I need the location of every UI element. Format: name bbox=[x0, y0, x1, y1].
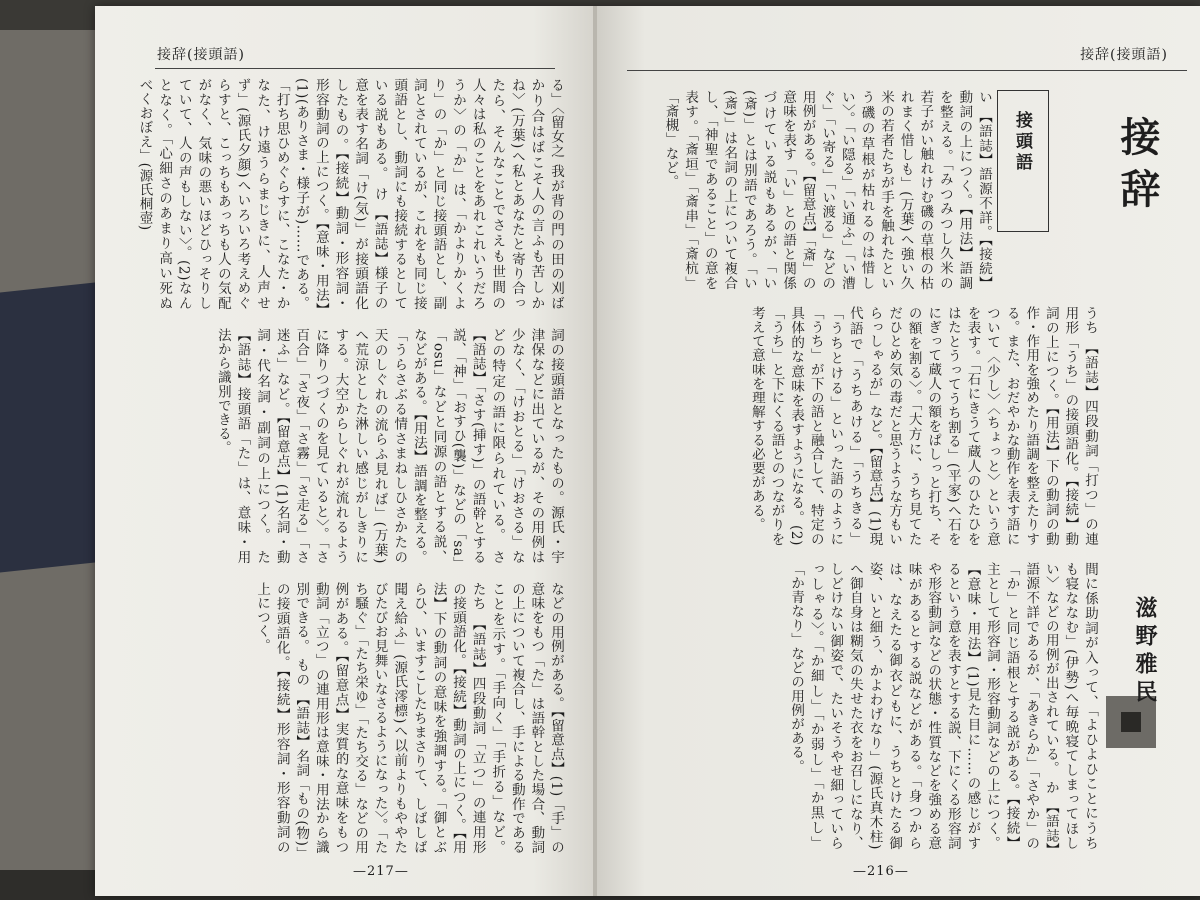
article-author: 滋野雅民 bbox=[1132, 596, 1157, 708]
right-running-head: 接辞(接頭語) bbox=[1080, 47, 1168, 63]
right-header-rule bbox=[627, 70, 1187, 71]
left-column-top-text: る」〈留女之 我が背の門の田の刈ばかり合はばこそ人の言ふも苦しかね〉(万葉)へ私とあなたと寄り合ったら、そんなことでさえも世間の人々は私のことをあれこれいうだろうか〉の「か」は、「かよりかくより」の「か」と同じ接頭語とし、副詞とされているが、これをも同じ接頭語とし、動詞にも接続するとしている説もある。 け 【語誌】様子の意を表す名詞「け(気)」が接頭語化したもの。【接続】動詞・形容詞・形容動詞の上につく。【意味・用法】(1)(ありさま・様子が)……である。「打ち思ひめぐらすに、こなた・かなた、け遠うらまじきに、人声せず」(源氏夕顔)へいろいろ考えめぐらすと、こっちもあっちも人の気配がなく、気味の悪いほどひっそりしていて、人の声もしない〉。(2)なんとなく。「心細さのあまり高い死ぬべくおぼえ」(源氏桐壺) bbox=[136, 78, 564, 310]
section-heading: 接頭語 bbox=[1012, 111, 1032, 174]
right-column-middle bbox=[693, 306, 1099, 546]
right-page-number: —216— bbox=[853, 864, 909, 879]
article-title: 接辞 bbox=[1114, 116, 1160, 220]
left-column-bottom-text: などの用例がある。【留意点】(1)「手」の意味をもつ「た」は語幹とした場合、動詞の上について複合し、手による動作であることを示す。「手向く」「手折る」など。 たち 【語誌】四段動詞「立つ」の連用形の接頭語化。【接続】動詞の上につく。【用法】下の動詞の意味を強調する。「御とぶらひ、いますこしたちまさりて、しばしば聞え給ふ」(源氏澪標)へ以前よりもややたびたびお見舞いなさるようになった〉。「たち騒ぐ」「たち栄ゆ」「たち交る」などの用例がある。【留意点】実質的な意味をもつ動詞「立つ」の連用形は意味・用法から識別できる。 もの 【語誌】名詞「もの(物)」の接頭語化。【接続】形容詞・形容動詞の上につく。 bbox=[254, 582, 564, 854]
left-column-middle bbox=[135, 328, 565, 564]
right-column-top-text: い 【語誌】語源不詳。【接続】動詞の上につく。【用法】語調を整える。「みつみつし久米の若子がい触れけむ磯の草根の枯れまく惜しも」(万葉)へ強い久米の若者たちが手を触れたという磯の草根が枯れるのは惜しい〉。「い隠る」「い通ふ」「い漕ぐ」「い寄る」「い渡る」などの用例がある。【留意点】「斎」の意味を表す「い」との語と関係づけている説もあるが、「い(斎)」とは別語であろう。「い(斎)」は名詞の上について複合し、「神聖であること」の意を表す。「斎垣」「斎串」「斎杭」「斎槻」など。 bbox=[662, 90, 992, 290]
section-heading-box bbox=[997, 90, 1049, 232]
left-column-middle-text: 詞の接頭語となったもの。源氏・宇津保などに出ているが、その用例は少なく、「けおとる」「けおさる」などの特定の語に限られている。 さ 【語誌】「さす(挿す)」の語幹とする説、「神」「おすひ(襲)」などの「sa」「osu」などと同源の語とする説、などがある。【用法】語調を整える。「うらさぶる情さまねしひさかたの天のしぐれの流らふ見れば」(万葉)へ荒涼とした淋しい感じがしきりにする。大空からしぐれが流れるように降りつづくのを見ていると〉。「さ百合」「さ夜」「さ霧」「さ走る」「さ迷ふ」など。【留意点】(1)名詞・動詞・代名詞・副詞の上につく。 た 【語誌】接頭語「た」は、意味・用法から識別できる。 bbox=[214, 328, 564, 564]
left-header-rule bbox=[155, 68, 555, 69]
left-page bbox=[95, 6, 593, 896]
decorative-stamp-inner bbox=[1121, 712, 1141, 732]
left-running-head: 接辞(接頭語) bbox=[157, 47, 245, 63]
open-book bbox=[95, 6, 1200, 896]
right-column-bottom bbox=[693, 562, 1099, 850]
left-column-bottom bbox=[135, 582, 565, 854]
right-page bbox=[597, 6, 1200, 896]
right-column-bottom-text: 間に係助詞が入って、「よひよひことにうちも寝ななむ」(伊勢)へ毎晩寝てしまってほしい〉などの用例が出されている。 か 【語誌】語源不詳であるが、「あきらか」「さやか」の「か」と同じ語根とする説がある。【接続】主として形容詞・形容動詞などの上につく。【意味・用法】(1)見た目に……の感じがするという意を表すとする説、下にくる形容詞や形容動詞などの状態・性質などを強める意味があるとする説などがある。「身つからは、なえたる御衣どもに、うちとけたる御姿、いと細う、かよわげなり」(源氏真木柱)へ御自身は糊気の失せた衣をお召しになり、しどけない御姿で、たいそうやせ細っていらっしゃる〉。「か細し」「か弱し」「か黒し」「か青なり」などの用例がある。 bbox=[788, 562, 1098, 850]
left-page-number: —217— bbox=[353, 864, 409, 879]
right-column-middle-text: うち 【語誌】四段動詞「打つ」の連用形「うち」の接頭語化。【接続】動詞の上につく。【用法】下の動詞の動作・作用を強めたり語調を整えたりする。また、おだやかな動作を表す語について〈少し〉〈ちょっと〉という意を表す。「石にきうて蔵人のひたひをはたとうってうち割る」(平家)へ石をにぎって蔵人の額をぱしっと打ち、その額を割る〉。「大方に、うち見てただひとめ気の毒だと思うような方もいらっしゃるが」など。【留意点】(1)現代語で「うちあける」「うちきる」「うちとける」といった語のように「うち」が下の語と融合して、特定の具体的な意味を表すようになる。(2)「うち」と下にくる語とのつながりを考えて意味を理解する必要がある。 bbox=[748, 306, 1098, 546]
right-column-top bbox=[662, 90, 993, 290]
left-column-top bbox=[135, 78, 565, 310]
